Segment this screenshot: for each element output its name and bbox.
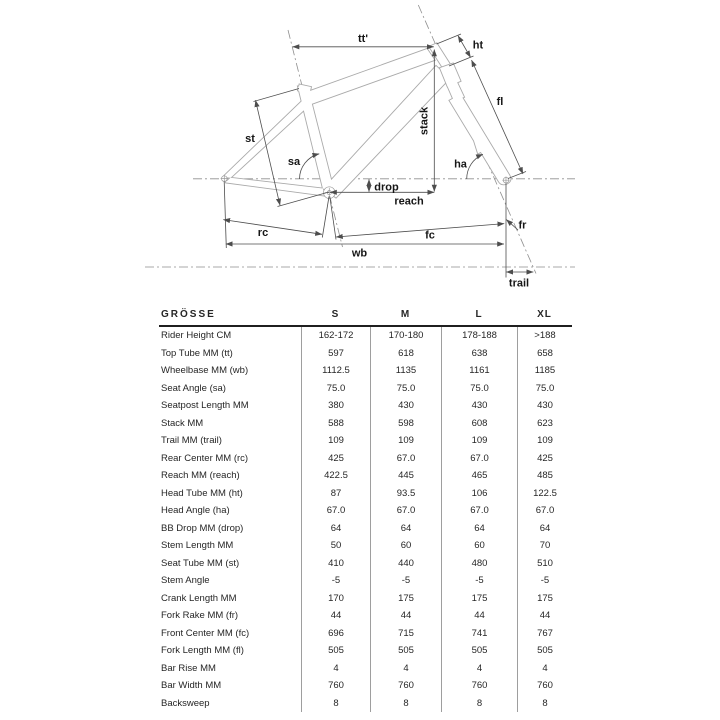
row-label: Head Tube MM (ht)	[161, 487, 243, 499]
row-value: 44	[441, 607, 517, 625]
row-value: 760	[441, 677, 517, 695]
row-value: 75.0	[301, 380, 370, 398]
label-wb: wb	[351, 247, 368, 260]
table-row	[159, 537, 572, 555]
row-value: 87	[301, 485, 370, 503]
row-value: 760	[517, 677, 572, 695]
row-value: 175	[441, 590, 517, 608]
label-ha: ha	[454, 158, 467, 171]
table-row	[159, 397, 572, 415]
row-value: 696	[301, 625, 370, 643]
row-value: 44	[301, 607, 370, 625]
row-value: 430	[517, 397, 572, 415]
table-row	[159, 520, 572, 538]
row-value: 588	[301, 415, 370, 433]
table-row	[159, 642, 572, 660]
row-value: 638	[441, 345, 517, 363]
row-value: 70	[517, 537, 572, 555]
row-label: Stack MM	[161, 417, 204, 429]
row-value: 109	[370, 432, 441, 450]
row-value: 170	[301, 590, 370, 608]
row-value: 598	[370, 415, 441, 433]
row-label: Crank Length MM	[161, 592, 237, 604]
row-value: 67.0	[441, 450, 517, 468]
dim-bb-ext	[322, 197, 336, 240]
label-fc: fc	[425, 229, 435, 242]
row-value: 4	[517, 660, 572, 678]
table-row	[159, 677, 572, 695]
row-value: 8	[517, 695, 572, 713]
table-row	[159, 380, 572, 398]
row-value: 109	[441, 432, 517, 450]
row-value: 597	[301, 345, 370, 363]
dim-fork-rake	[506, 220, 518, 231]
row-label: Fork Length MM (fl)	[161, 645, 244, 656]
row-value: 44	[370, 607, 441, 625]
row-label: Wheelbase MM (wb)	[161, 365, 249, 376]
row-label: Front Center MM (fc)	[161, 627, 250, 639]
dim-fork-length-ext	[508, 172, 526, 179]
row-value: -5	[370, 572, 441, 590]
label-tt: tt'	[358, 33, 368, 45]
row-label: Stem Length MM	[161, 540, 234, 551]
table-row	[159, 660, 572, 678]
row-value: 510	[517, 555, 572, 573]
label-sa: sa	[287, 156, 301, 168]
row-label: Trail MM (trail)	[161, 435, 222, 446]
row-value: 4	[370, 660, 441, 678]
row-value: 658	[517, 345, 572, 363]
row-value: >188	[517, 327, 572, 345]
row-label: Backsweep	[161, 697, 210, 709]
row-value: 1161	[441, 362, 517, 380]
geometry-table-body	[159, 327, 572, 712]
row-value: 106	[441, 485, 517, 503]
row-value: 505	[441, 642, 517, 660]
row-value: 8	[441, 695, 517, 713]
table-row	[159, 432, 572, 450]
row-label: Seat Angle (sa)	[161, 382, 226, 394]
row-value: 162-172	[301, 327, 370, 345]
row-value: 75.0	[370, 380, 441, 398]
label-stack: stack	[418, 106, 431, 136]
row-value: 4	[441, 660, 517, 678]
table-row	[159, 415, 572, 433]
label-st: st	[245, 133, 255, 145]
row-label: Stem Angle	[161, 575, 210, 586]
row-label: BB Drop MM (drop)	[161, 522, 244, 534]
row-value: 410	[301, 555, 370, 573]
dim-front-center	[336, 224, 504, 237]
row-value: 485	[517, 467, 572, 485]
row-value: 425	[301, 450, 370, 468]
row-value: 8	[370, 695, 441, 713]
row-value: 505	[517, 642, 572, 660]
geometry-diagram	[0, 0, 720, 302]
row-value: 75.0	[441, 380, 517, 398]
row-label: Bar Width MM	[161, 680, 222, 691]
label-fr: fr	[518, 219, 527, 232]
row-value: 465	[441, 467, 517, 485]
table-row	[159, 327, 572, 345]
row-value: 75.0	[517, 380, 572, 398]
row-value: -5	[517, 572, 572, 590]
row-value: -5	[301, 572, 370, 590]
table-row	[159, 450, 572, 468]
row-value: 1112.5	[301, 362, 370, 380]
row-value: 44	[517, 607, 572, 625]
row-value: 440	[370, 555, 441, 573]
row-value: 93.5	[370, 485, 441, 503]
row-value: 67.0	[370, 502, 441, 520]
row-value: 760	[301, 677, 370, 695]
row-value: 178-188	[441, 327, 517, 345]
table-row	[159, 625, 572, 643]
table-row	[159, 485, 572, 503]
row-value: 122.5	[517, 485, 572, 503]
row-value: 715	[370, 625, 441, 643]
label-drop: drop	[374, 181, 399, 194]
row-value: -5	[441, 572, 517, 590]
table-row	[159, 572, 572, 590]
row-value: 741	[441, 625, 517, 643]
row-value: 505	[301, 642, 370, 660]
table-row	[159, 345, 572, 363]
label-reach: reach	[394, 195, 424, 208]
row-value: 480	[441, 555, 517, 573]
table-header-col-m: M	[400, 309, 411, 320]
row-value: 4	[301, 660, 370, 678]
label-trail: trail	[508, 277, 530, 290]
label-ht: ht	[472, 39, 484, 52]
dim-rear-center	[223, 220, 322, 235]
table-header-col-xl: XL	[537, 309, 552, 320]
dim-seat-tube	[256, 100, 281, 205]
row-value: 445	[370, 467, 441, 485]
row-value: 623	[517, 415, 572, 433]
row-value: 1185	[517, 362, 572, 380]
row-value: 380	[301, 397, 370, 415]
table-header-size: GRÖSSE	[161, 309, 216, 320]
table-header-row	[159, 304, 572, 327]
row-value: 170-180	[370, 327, 441, 345]
dim-head-angle-arc	[467, 154, 483, 179]
row-value: 425	[517, 450, 572, 468]
row-label: Fork Rake MM (fr)	[161, 610, 239, 621]
row-value: 505	[370, 642, 441, 660]
row-value: 64	[301, 520, 370, 538]
row-label: Bar Rise MM	[161, 662, 216, 674]
row-label: Seat Tube MM (st)	[161, 557, 240, 569]
label-fl: fl	[496, 96, 504, 108]
table-row	[159, 607, 572, 625]
row-label: Reach MM (reach)	[161, 470, 240, 481]
row-value: 422.5	[301, 467, 370, 485]
row-value: 50	[301, 537, 370, 555]
label-rc: rc	[257, 227, 269, 239]
row-value: 1135	[370, 362, 441, 380]
table-header-col-s: S	[331, 309, 340, 320]
row-value: 60	[370, 537, 441, 555]
row-value: 67.0	[441, 502, 517, 520]
row-value: 760	[370, 677, 441, 695]
table-row	[159, 590, 572, 608]
row-value: 67.0	[370, 450, 441, 468]
table-row	[159, 362, 572, 380]
row-label: Head Angle (ha)	[161, 505, 230, 516]
row-value: 67.0	[301, 502, 370, 520]
centerlines	[145, 5, 575, 274]
dim-rear-axle-ext	[224, 182, 226, 249]
table-row	[159, 502, 572, 520]
row-value: 608	[441, 415, 517, 433]
row-value: 430	[441, 397, 517, 415]
table-row	[159, 467, 572, 485]
row-value: 64	[517, 520, 572, 538]
row-value: 175	[517, 590, 572, 608]
dim-head-tube	[458, 36, 471, 58]
row-value: 767	[517, 625, 572, 643]
table-row	[159, 555, 572, 573]
geometry-table	[159, 304, 572, 712]
row-label: Top Tube MM (tt)	[161, 347, 233, 359]
row-value: 109	[301, 432, 370, 450]
row-value: 60	[441, 537, 517, 555]
row-value: 67.0	[517, 502, 572, 520]
row-value: 64	[441, 520, 517, 538]
row-value: 64	[370, 520, 441, 538]
table-header-col-l: L	[475, 309, 483, 320]
row-value: 175	[370, 590, 441, 608]
row-value: 109	[517, 432, 572, 450]
table-row	[159, 695, 572, 713]
row-label: Seatpost Length MM	[161, 400, 249, 411]
row-value: 8	[301, 695, 370, 713]
row-value: 430	[370, 397, 441, 415]
row-value: 618	[370, 345, 441, 363]
row-label: Rider Height CM	[161, 330, 232, 341]
row-label: Rear Center MM (rc)	[161, 452, 249, 464]
